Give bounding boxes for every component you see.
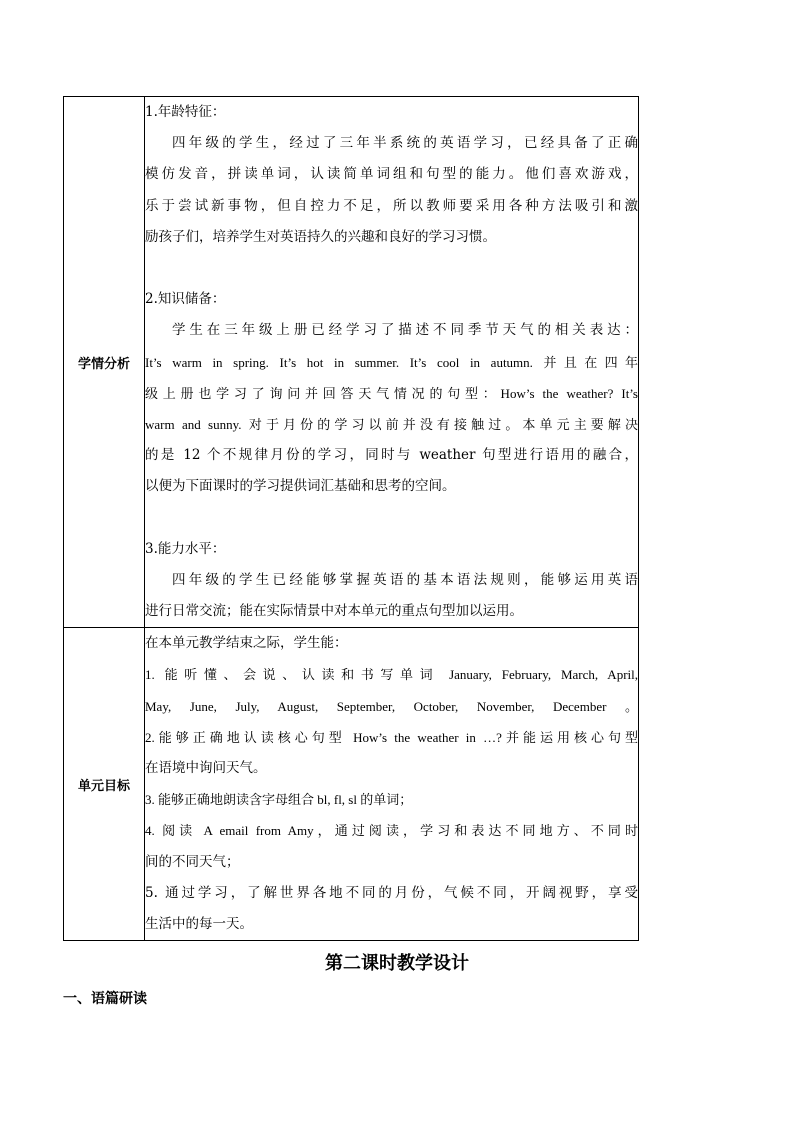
analysis-content: [145, 97, 639, 628]
goals-intro: 在本单元教学结束之际，学生能：: [145, 635, 348, 652]
paragraph-line: 励孩子们，培养学生对英语持久的兴趣和良好的学习习惯。: [145, 228, 496, 245]
spacer: [145, 502, 638, 533]
goal-line: 4. 阅读 A email from Amy，通过阅读，学习和表达不同地方、不同时: [145, 823, 638, 839]
goal-line: 在语境中询问天气。: [145, 759, 267, 776]
spacer: [145, 253, 638, 284]
row-label-goals: 单元目标: [64, 628, 145, 941]
table-row-analysis: [64, 97, 639, 628]
paragraph-line: 进行日常交流；能在实际情景中对本单元的重点句型加以运用。: [145, 603, 523, 619]
goals-content: [145, 628, 639, 941]
goal-line: 生活中的每一天。: [145, 915, 253, 932]
table-row-goals: [64, 628, 639, 941]
paragraph-line: 的是 12 个不规律月份的学习，同时与 weather 句型进行语用的融合，: [145, 447, 638, 464]
lesson-plan-table: [63, 96, 639, 941]
lesson-title: 第二课时教学设计: [325, 953, 469, 974]
age-heading: 1.年龄特征：: [145, 104, 226, 120]
paragraph-line: It’s warm in spring. It’s hot in summer. It’s cool in autumn. 并且在四年: [145, 354, 638, 370]
paragraph-line: 模仿发音，拼读单词，认读简单词组和句型的能力。他们喜欢游戏，: [145, 166, 638, 183]
goal-line: 2.能够正确地认读核心句型 How’s the weather in …?并能运用核心句型: [145, 729, 638, 745]
section-heading: 一、语篇研读: [63, 991, 147, 1007]
row-label-analysis: 学情分析: [64, 97, 145, 628]
goal-line: 3. 能够正确地朗读含字母组合 bl, fl, sl 的单词；: [145, 792, 413, 808]
paragraph-line: 以便为下面课时的学习提供词汇基础和思考的空间。: [145, 478, 456, 495]
ability-heading: 3.能力水平：: [145, 540, 226, 557]
goal-line: 间的不同天气；: [145, 853, 240, 870]
goal-line: 1. 能听懂、会说、认读和书写单词 January, February, March, April,: [145, 667, 638, 683]
paragraph-line: 乐于尝试新事物，但自控力不足，所以教师要采用各种方法吸引和激: [145, 197, 638, 214]
paragraph-line: 四年级的学生，经过了三年半系统的英语学习，已经具备了正确: [172, 135, 638, 152]
goal-line: 5. 通过学习，了解世界各地不同的月份，气候不同，开阔视野，享受: [145, 884, 638, 901]
knowledge-heading: 2.知识储备：: [145, 291, 226, 308]
goal-line: May, June, July, August, September, October, November, December 。: [145, 698, 638, 714]
paragraph-line: warm and sunny. 对于月份的学习以前并没有接触过。本单元主要解决: [145, 416, 638, 432]
paragraph-line: 四年级的学生已经能够掌握英语的基本语法规则，能够运用英语: [172, 571, 638, 588]
paragraph-line: 级上册也学习了询问并回答天气情况的句型：How’s the weather? It’s: [145, 385, 638, 401]
paragraph-line: 学生在三年级上册已经学习了描述不同季节天气的相关表达：: [172, 322, 638, 339]
